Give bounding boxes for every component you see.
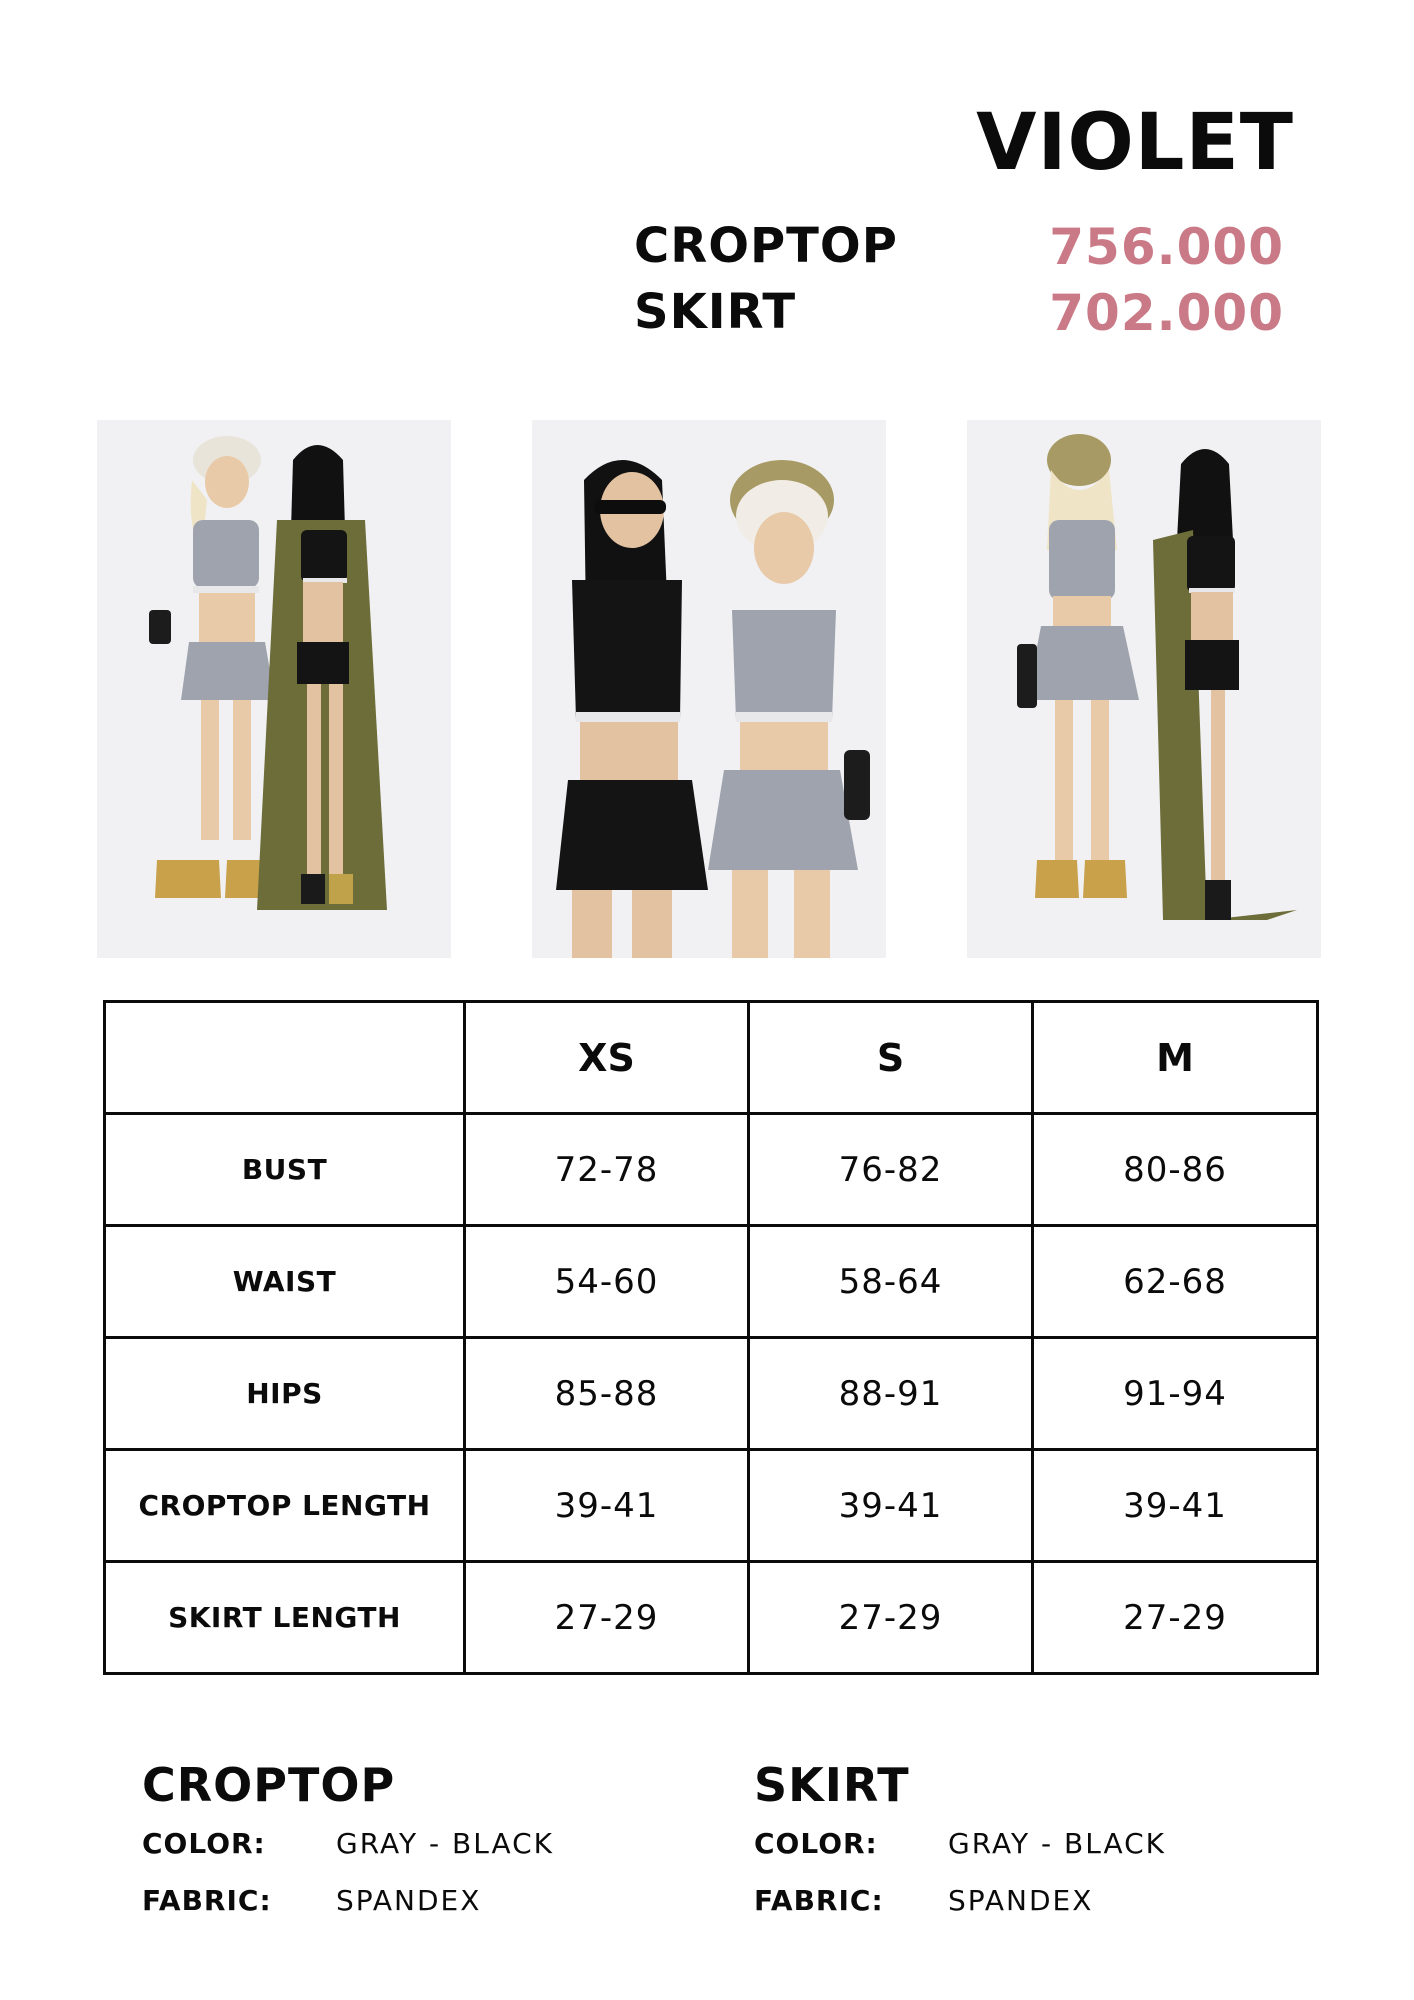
size-header-m: M [1033,1002,1318,1114]
product-photo-back [967,420,1321,958]
spec-fabric-value: SPANDEX [336,1884,482,1917]
size-chart-table [103,1000,1319,1675]
spec-color-value: GRAY - BLACK [948,1827,1167,1860]
product-price-croptop: 756.000 [1049,218,1284,276]
table-cell: 39-41 [465,1450,749,1562]
size-header-blank [105,1002,465,1114]
size-header-s: S [749,1002,1033,1114]
spec-color-label: COLOR: [142,1827,266,1860]
table-row [105,1562,1318,1674]
spec-color-value: GRAY - BLACK [336,1827,555,1860]
table-cell: 27-29 [1033,1562,1318,1674]
table-cell: 39-41 [1033,1450,1318,1562]
row-label-hips: HIPS [105,1338,465,1450]
product-price-skirt: 702.000 [1049,284,1284,342]
table-row [105,1450,1318,1562]
table-cell: 80-86 [1033,1114,1318,1226]
page-title: VIOLET [976,98,1294,188]
table-cell: 88-91 [749,1338,1033,1450]
product-photo-front [97,420,451,958]
spec-color-label: COLOR: [754,1827,878,1860]
row-label-bust: BUST [105,1114,465,1226]
table-row [105,1338,1318,1450]
table-cell: 76-82 [749,1114,1033,1226]
row-label-waist: WAIST [105,1226,465,1338]
table-cell: 72-78 [465,1114,749,1226]
row-label-skirt-length: SKIRT LENGTH [105,1562,465,1674]
table-cell: 39-41 [749,1450,1033,1562]
table-row [105,1114,1318,1226]
table-cell: 91-94 [1033,1338,1318,1450]
size-header-xs: XS [465,1002,749,1114]
row-label-croptop-length: CROPTOP LENGTH [105,1450,465,1562]
table-cell: 27-29 [749,1562,1033,1674]
spec-fabric-label: FABRIC: [142,1884,272,1917]
table-cell: 54-60 [465,1226,749,1338]
size-header-row [105,1002,1318,1114]
spec-title-croptop: CROPTOP [142,1758,396,1812]
table-cell: 58-64 [749,1226,1033,1338]
spec-fabric-value: SPANDEX [948,1884,1094,1917]
spec-fabric-label: FABRIC: [754,1884,884,1917]
spec-title-skirt: SKIRT [754,1758,910,1812]
table-row [105,1226,1318,1338]
product-photo-closeup [532,420,886,958]
table-cell: 27-29 [465,1562,749,1674]
product-name-skirt: SKIRT [634,284,797,340]
table-cell: 85-88 [465,1338,749,1450]
product-name-croptop: CROPTOP [634,218,898,274]
table-cell: 62-68 [1033,1226,1318,1338]
